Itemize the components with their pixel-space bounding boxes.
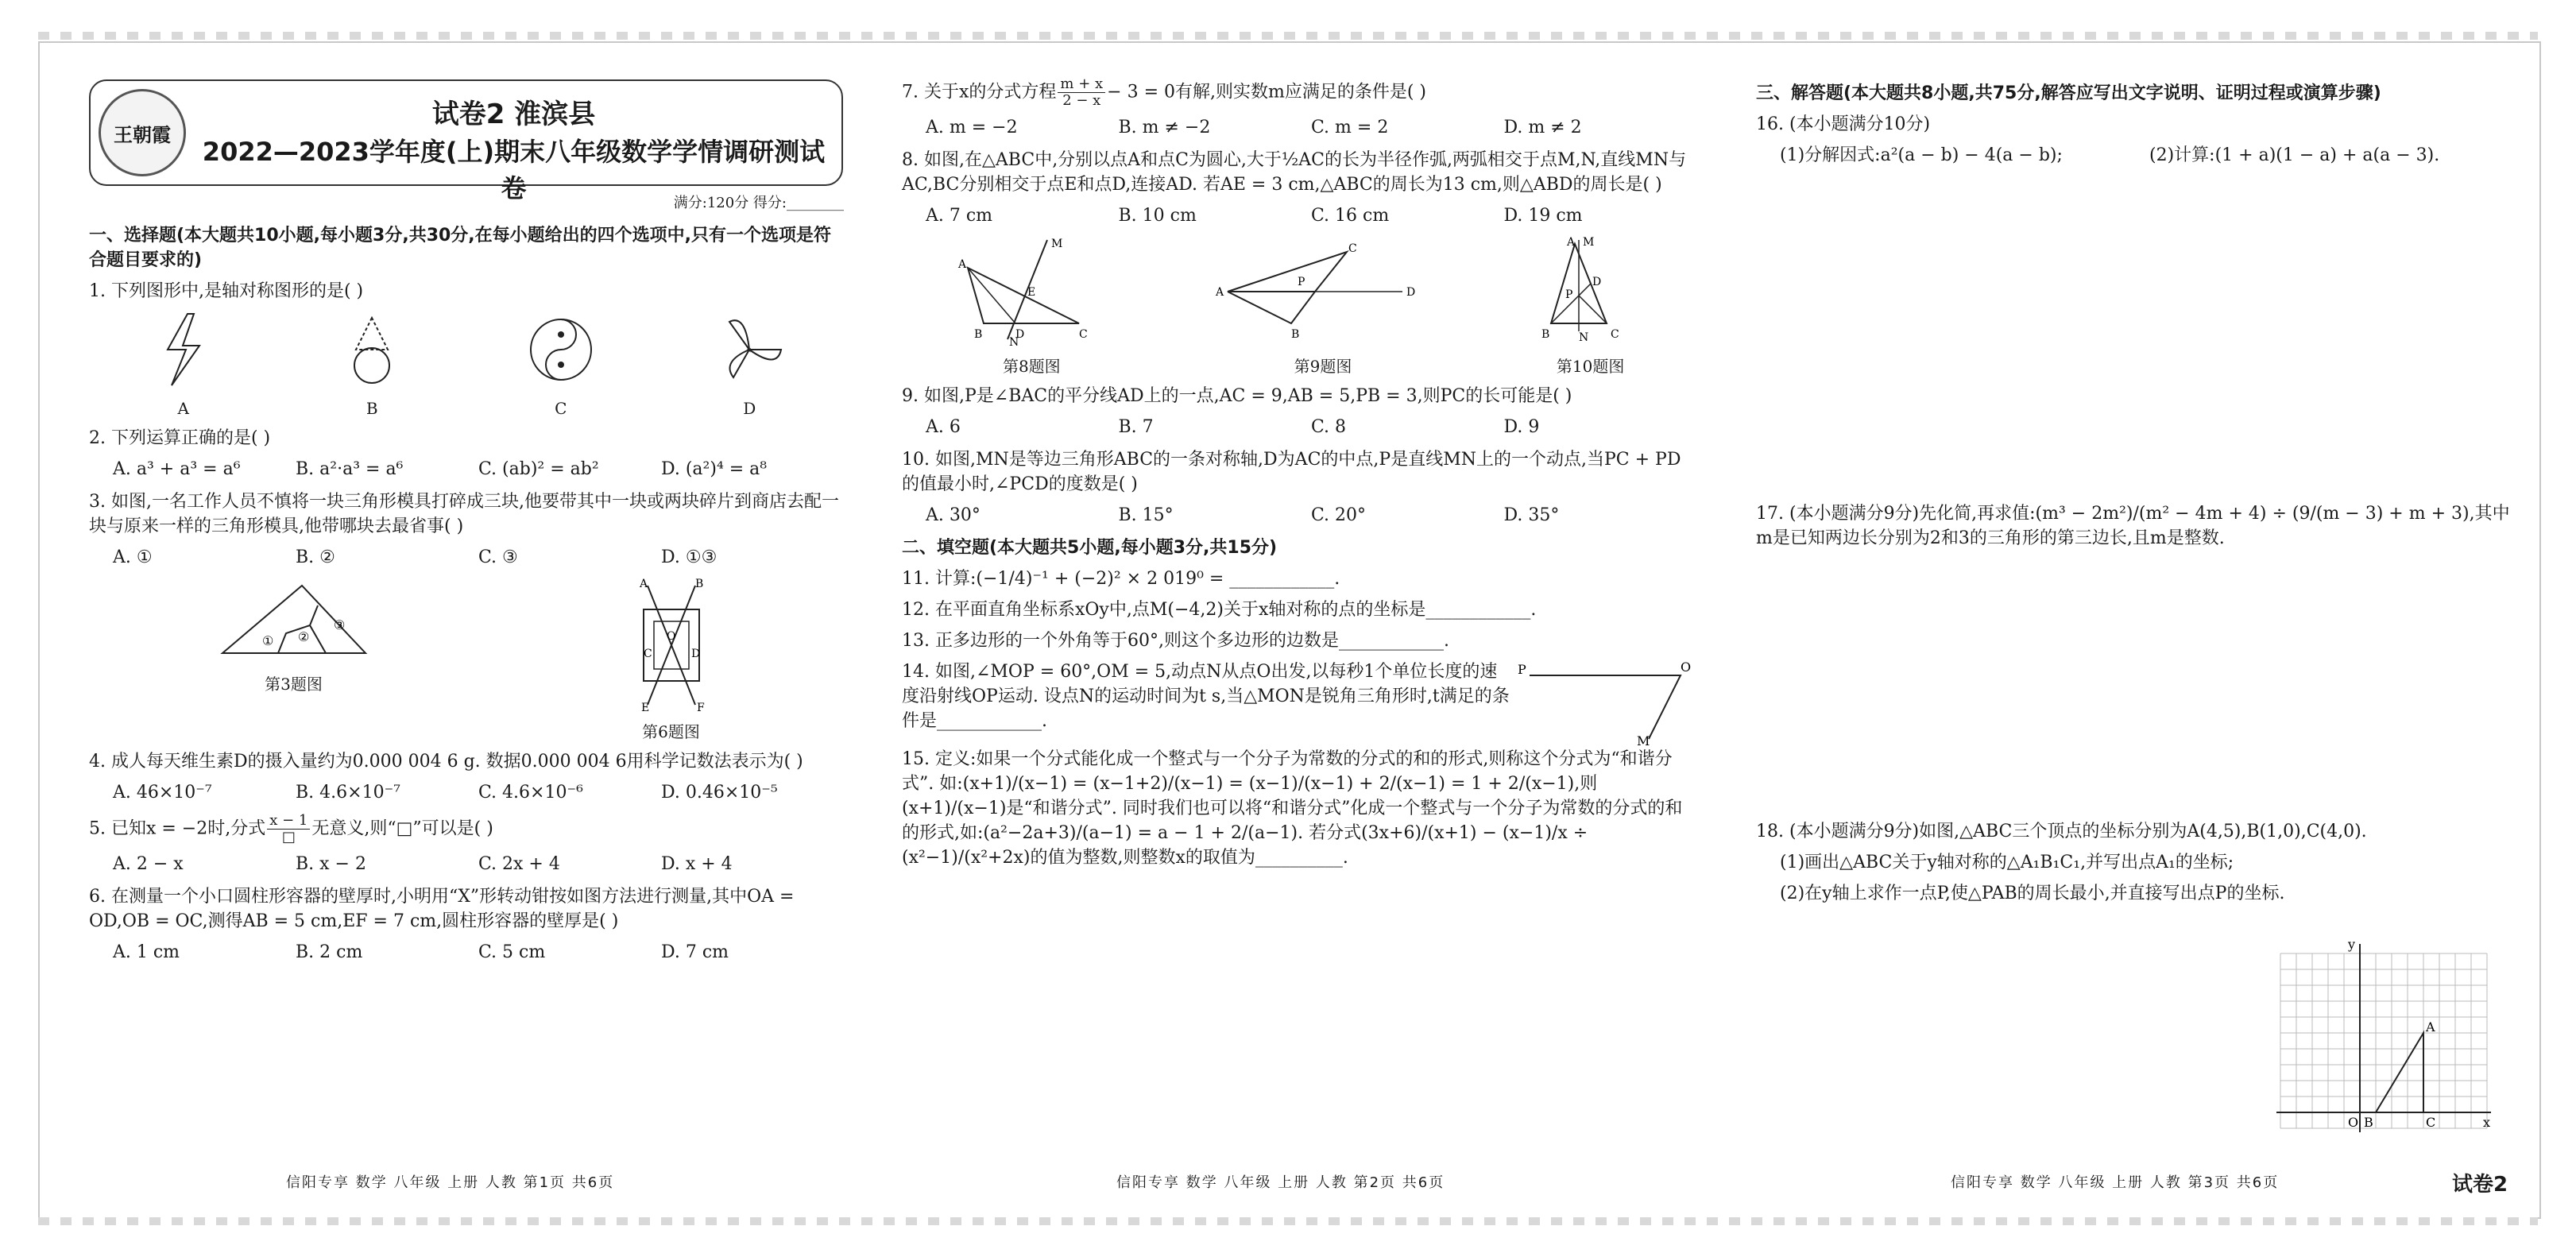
question-8: 8. 如图,在△ABC中,分别以点A和点C为圆心,大于½AC的长为半径作弧,两弧相交于点M,N,直线MN与AC,BC分别相交于点E和点D,连接AD. 若AE = 3 cm,△ABC的周长为13 cm,则△ABD的周长是( ) — [902, 150, 1687, 195]
question-7: 7. 关于x的分式方程 $\frac{m + x}{2 - x}$ − 3 = 0有解,则实数m应满足的条件是( ) — [902, 75, 1427, 109]
svg-text:P: P — [1518, 662, 1526, 677]
svg-text:M: M — [1637, 733, 1650, 747]
school-logo-icon: 王朝霞 — [99, 89, 186, 176]
svg-text:C: C — [1610, 328, 1619, 341]
question-14: 14. 如图,∠MOP = 60°,OM = 5,动点N从点O出发,以每秒1个单位长度的速度沿射线OP运动. 设点N的运动时间为t s,当△MON是锐角三角形时,t满足的条件是____________. — [902, 662, 1510, 731]
q8-options: A. 7 cm B. 10 cm C. 16 cm D. 19 cm — [926, 206, 1583, 226]
svg-text:C: C — [1348, 242, 1357, 255]
q3-options: A. ① B. ② C. ③ D. ①③ — [113, 547, 717, 567]
angle-bisector-figure — [1212, 236, 1434, 347]
footer-page-3: 信阳专享 数学 八年级 上册 人教 第3页 共6页 — [1951, 1174, 2280, 1191]
question-12: 12. 在平面直角坐标系xOy中,点M(−4,2)关于x轴对称的点的坐标是____________. — [902, 600, 1537, 620]
svg-text:A: A — [639, 578, 648, 590]
footer-page-1: 信阳专享 数学 八年级 上册 人教 第1页 共6页 — [286, 1174, 615, 1191]
svg-text:C: C — [2426, 1115, 2436, 1130]
q9-options: A. 6 B. 7 C. 8 D. 9 — [926, 417, 1540, 437]
question-18: 18. (本小题满分9分)如图,△ABC三个顶点的坐标分别为A(4,5),B(1,0),C(4,0). — [1756, 822, 2367, 841]
svg-text:x: x — [2483, 1115, 2491, 1130]
svg-text:B: B — [1290, 328, 1300, 341]
score-line: 满分:120分 得分:________ — [673, 195, 844, 211]
svg-text:B: B — [1541, 328, 1549, 341]
q18-part-1: (1)画出△ABC关于y轴对称的△A₁B₁C₁,并写出点A₁的坐标; — [1780, 853, 2234, 872]
exam-title: 试卷2 淮滨县 — [431, 99, 596, 130]
svg-text:C: C — [643, 648, 652, 660]
q7-fraction: $\frac{m + x}{2 - x}$ — [1058, 76, 1105, 109]
fig8: A B C D E M N 第8题图 — [952, 236, 1111, 379]
q4-options: A. 46×10⁻⁷ B. 4.6×10⁻⁷ C. 4.6×10⁻⁶ D. 0.46×10⁻⁵ — [113, 783, 778, 803]
svg-text:D: D — [1406, 286, 1416, 299]
svg-text:②: ② — [297, 629, 309, 644]
exam-header — [89, 79, 843, 203]
yin-yang-icon — [525, 310, 597, 389]
svg-text:①: ① — [261, 633, 273, 648]
question-6: 6. 在测量一个小口圆柱形容器的壁厚时,小明用“X”形转动钳按如图方法进行测量,其中OA = OD,OB = OC,测得AB = 5 cm,EF = 7 cm,圆柱形容器的壁厚是( ) — [89, 887, 795, 931]
question-13: 13. 正多边形的一个外角等于60°,则这个多边形的边数是____________. — [902, 631, 1449, 651]
svg-text:D: D — [1592, 276, 1601, 288]
fan-blades-icon — [714, 310, 785, 389]
q14-angle-figure — [1514, 659, 1696, 747]
q1-figure-c: C — [525, 310, 597, 421]
q16-parts: (1)分解因式:a²(a − b) − 4(a − b); (2)计算:(1 + a)(1 − a) + a(a − 3). — [1780, 145, 2440, 165]
question-15: 15. 定义:如果一个分式能化成一个整式与一个分子为常数的分式的和的形式,则称这个分式为“和谐分式”. 如:(x+1)/(x−1) = (x−1+2)/(x−1) = (x−1)/(x−1) + 2/(x−1) = 1 + 2/(x−1),则(x+1)/(x−1)是“和谐分式”. 同时我们也可以将“和谐分式”化成一个整式与一个分子为常数的分式的和的形式,如:(a²−2a+3)/(a−1) = a − 1 + 2/(a−1). 若分式(3x+6)/(x+1) − (x−1)/x ÷ (x²−1)/(x²+2x)的值为整数,则整数x的取值为__________. — [902, 749, 1683, 868]
section-choice-title: 一、选择题(本大题共10小题,每小题3分,共30分,在每小题给出的四个选项中,只有一个选项是符合题目要求的) — [89, 226, 832, 270]
triangle-perpendicular-bisector-figure — [952, 236, 1111, 347]
svg-text:N: N — [1578, 331, 1588, 344]
question-16: 16. (本小题满分10分) — [1756, 114, 1931, 134]
column-2 — [902, 76, 1696, 876]
q14-row — [902, 659, 1696, 747]
q18-coordinate-grid — [2269, 938, 2499, 1136]
bottom-wave-border — [38, 1217, 2538, 1225]
section-answer-title: 三、解答题(本大题共8小题,共75分,解答应写出文字说明、证明过程或演算步骤) — [1756, 83, 2381, 103]
q1-figure-a: A — [148, 310, 219, 421]
svg-text:E: E — [1027, 286, 1036, 299]
svg-text:B: B — [694, 578, 703, 590]
svg-text:O: O — [1681, 659, 1692, 675]
lightning-icon — [148, 310, 219, 389]
footer-page-2: 信阳专享 数学 八年级 上册 人教 第2页 共6页 — [1116, 1174, 1445, 1191]
svg-text:B: B — [2364, 1115, 2373, 1130]
svg-text:F: F — [696, 702, 705, 713]
svg-text:A: A — [958, 258, 967, 271]
question-5: 5. 已知x = −2时,分式 $\frac{x - 1}{□}$ 无意义,则“□”可以是( ) — [89, 812, 493, 845]
question-11: 11. 计算:(−1/4)⁻¹ + (−2)² × 2 019⁰ = ____________. — [902, 569, 1340, 589]
paper-badge: 试卷2 — [2452, 1173, 2508, 1197]
x-caliper-figure — [624, 578, 719, 713]
q10-options: A. 30° B. 15° C. 20° D. 35° — [926, 505, 1560, 525]
svg-text:y: y — [2348, 938, 2356, 952]
q1-figure-b: B — [336, 310, 408, 421]
svg-text:D: D — [690, 648, 700, 660]
svg-text:P: P — [1297, 276, 1305, 288]
column-1 — [89, 191, 844, 973]
question-10: 10. 如图,MN是等边三角形ABC的一条对称轴,D为AC的中点,P是直线MN上的一个动点,当PC + PD的值最小时,∠PCD的度数是( ) — [902, 450, 1681, 494]
svg-text:B: B — [974, 328, 983, 341]
svg-text:P: P — [1565, 288, 1573, 301]
broken-triangle-figure — [215, 578, 373, 665]
q3-q6-figures — [89, 578, 844, 745]
q7-options: A. m = −2 B. m ≠ −2 C. m = 2 D. m ≠ 2 — [926, 118, 1582, 137]
column-3 — [1756, 76, 2519, 912]
q8-q10-figures — [902, 236, 1696, 379]
svg-text:N: N — [1009, 336, 1019, 347]
question-17: 17. (本小题满分9分)先化简,再求值:(m³ − 2m²)/(m² − 4m + 4) ÷ (9/(m − 3) + m + 3),其中m是已知两边长分别为2和3的三角形的第三边长,且m是整数. — [1756, 504, 2510, 548]
q18-part-2: (2)在y轴上求作一点P,使△PAB的周长最小,并直接写出点P的坐标. — [1780, 884, 2285, 903]
q5-options: A. 2 − x B. x − 2 C. 2x + 4 D. x + 4 — [113, 854, 733, 874]
svg-text:A: A — [2426, 1019, 2435, 1035]
svg-text:③: ③ — [333, 617, 345, 632]
q1-figure-d: D — [714, 310, 785, 421]
svg-text:A: A — [1566, 236, 1575, 249]
question-4: 4. 成人每天维生素D的摄入量约为0.000 004 6 g. 数据0.000 004 6用科学记数法表示为( ) — [89, 752, 803, 772]
svg-text:D: D — [1015, 328, 1025, 341]
exam-subtitle: 2022—2023学年度(上)期末八年级数学学情调研测试卷 — [202, 137, 826, 203]
svg-text:C: C — [1079, 328, 1089, 341]
q1-figures — [89, 310, 844, 421]
triangle-circle-icon — [336, 310, 408, 389]
section-fill-title: 二、填空题(本大题共5小题,每小题3分,共15分) — [902, 538, 1278, 558]
fig9: A C B P D 第9题图 — [1212, 236, 1434, 379]
q17-answer-space — [1756, 557, 2519, 819]
q5-fraction: $\frac{x - 1}{□}$ — [267, 813, 310, 845]
q16-answer-space — [1756, 168, 2519, 501]
svg-text:M: M — [1582, 236, 1594, 249]
svg-text:E: E — [640, 702, 649, 713]
question-1: 1. 下列图形中,是轴对称图形的是( ) — [89, 281, 364, 301]
fig10: A M B C D P N 第10题图 — [1535, 236, 1646, 379]
equilateral-triangle-figure — [1535, 236, 1646, 347]
question-3: 3. 如图,一名工作人员不慎将一块三角形模具打碎成三块,他要带其中一块或两块碎片到商店去配一块与原来一样的三角形模具,他带哪块去最省事( ) — [89, 492, 839, 536]
svg-text:O: O — [666, 630, 675, 643]
q6-options: A. 1 cm B. 2 cm C. 5 cm D. 7 cm — [113, 942, 729, 962]
top-wave-border — [38, 32, 2538, 40]
question-9: 9. 如图,P是∠BAC的平分线AD上的一点,AC = 9,AB = 5,PB = 3,则PC的长可能是( ) — [902, 386, 1572, 406]
fig6: A B O C D E F 第6题图 — [624, 578, 719, 745]
fig3: ① ② ③ 第3题图 — [215, 578, 373, 745]
svg-text:M: M — [1051, 238, 1063, 250]
svg-text:O: O — [2348, 1115, 2359, 1130]
question-2: 2. 下列运算正确的是( ) — [89, 428, 271, 448]
svg-text:A: A — [1215, 286, 1224, 299]
q2-options: A. a³ + a³ = a⁶ B. a²·a³ = a⁶ C. (ab)² = ab² D. (a²)⁴ = a⁸ — [113, 459, 768, 479]
